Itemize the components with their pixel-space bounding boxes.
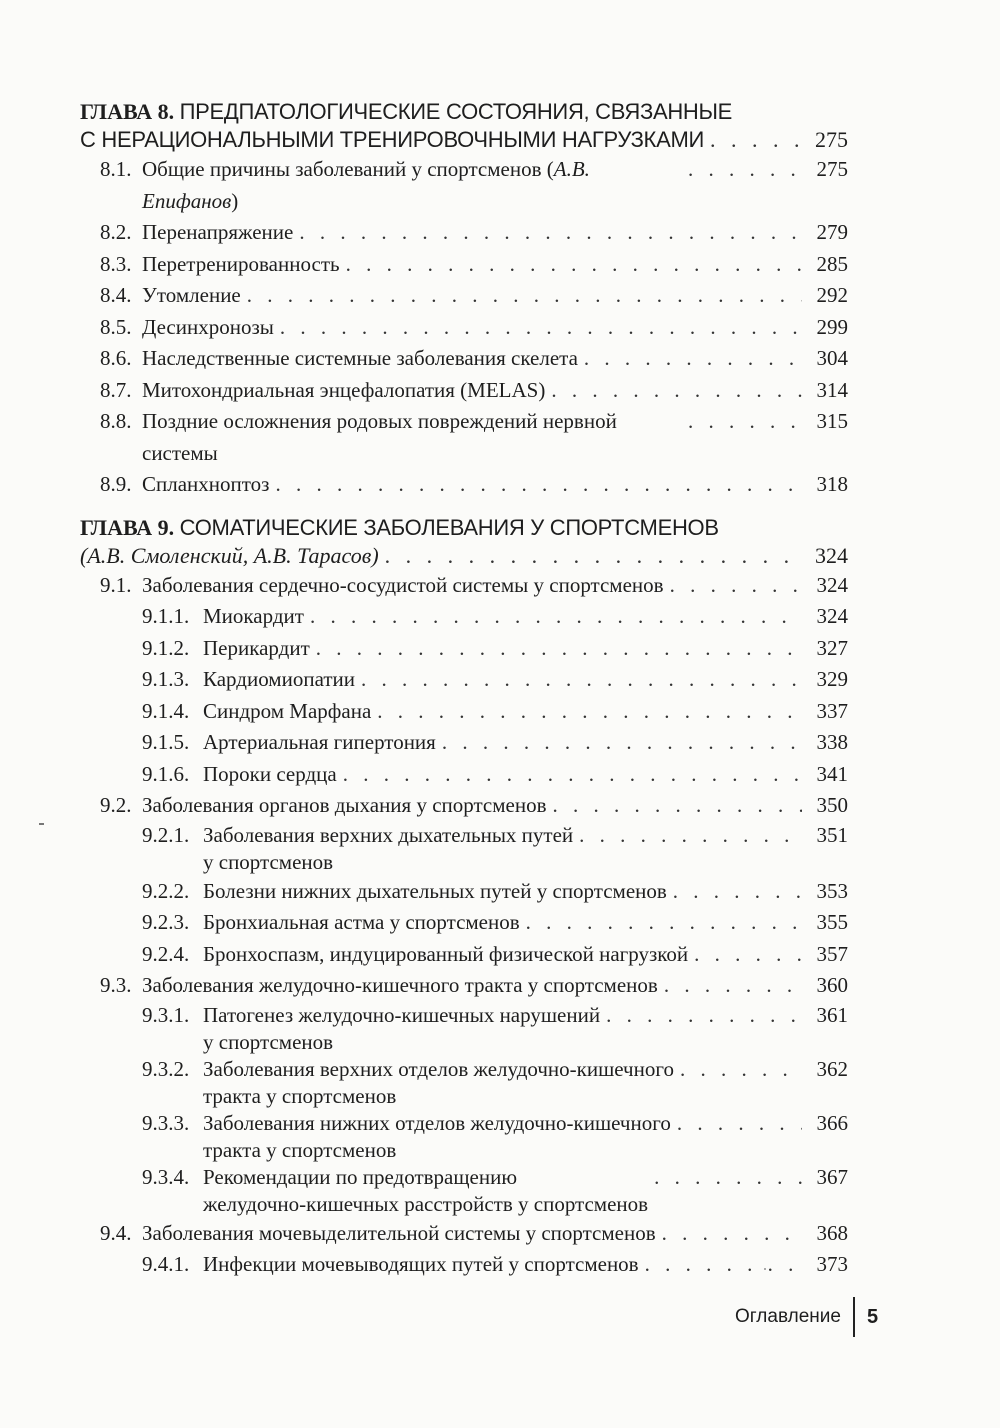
entry-title (142, 343, 578, 375)
entry-title (142, 312, 274, 344)
entry-title-line1: Рекомендации по предотвращению (203, 1164, 518, 1189)
entry-title-line2: у спортсменов (203, 849, 334, 874)
chapter-label: ГЛАВА 9. (80, 514, 175, 540)
toc-subsection-entry[interactable] (80, 1249, 848, 1281)
entry-title-text: Перикардит (203, 635, 310, 660)
dot-leader (310, 601, 802, 633)
chapter-heading[interactable] (80, 98, 848, 154)
entry-page-number: 327 (816, 635, 848, 660)
dot-leader (584, 343, 802, 375)
entry-title-text: Десинхронозы (142, 314, 274, 339)
entry-title-line1: Заболевания верхних дыхательных путей (203, 822, 574, 847)
entry-page-number: 329 (816, 667, 848, 691)
toc-subsection-entry[interactable] (80, 822, 848, 876)
entry-number: 8.1. (100, 157, 132, 181)
entry-author: А.В. Епифанов (142, 157, 590, 213)
entry-title (203, 1164, 648, 1218)
dot-leader (377, 696, 802, 728)
dot-leader (579, 822, 802, 849)
toc-section-entry[interactable] (80, 1218, 848, 1250)
entry-title-text: Болезни нижних дыхательных путей у спортсменов (203, 878, 667, 903)
chapter-title: ПРЕДПАТОЛОГИЧЕСКИЕ СОСТОЯНИЯ, СВЯЗАННЫЕ (179, 99, 733, 124)
entry-title (203, 876, 667, 908)
dot-leader (361, 664, 802, 696)
entry-page-number: 315 (816, 409, 848, 433)
entry-number: 8.9. (100, 472, 132, 496)
entry-title-text: Бронхиальная астма у спортсменов (203, 910, 520, 934)
entry-title-text: Общие причины заболеваний у спортсменов ( (142, 157, 554, 181)
entry-page-number: 367 (816, 1164, 848, 1189)
page-number: 5 (866, 1305, 879, 1328)
chapter-block (80, 514, 848, 1281)
chapter-title: СОМАТИЧЕСКИЕ ЗАБОЛЕВАНИЯ У СПОРТСМЕНОВ (179, 514, 719, 540)
dot-leader (688, 154, 802, 186)
entry-title-line2: тракта у спортсменов (203, 1137, 397, 1162)
dot-leader (664, 970, 802, 1002)
dot-leader (526, 907, 802, 939)
toc-section-entry[interactable] (80, 375, 848, 407)
entry-title (203, 822, 573, 876)
entry-number: 9.2.4. (142, 941, 190, 966)
chapter-block (80, 98, 848, 501)
entry-page-number: 360 (816, 973, 848, 997)
entry-page-number: 314 (816, 377, 848, 402)
entry-page-number: 362 (816, 1056, 848, 1081)
toc-section-entry[interactable] (80, 280, 848, 312)
entry-page-number: 366 (816, 1110, 848, 1135)
toc-subsection-entry[interactable] (80, 1110, 848, 1164)
print-speck (764, 1268, 766, 1270)
toc-subsection-entry[interactable] (80, 664, 848, 696)
entry-number: 8.6. (100, 346, 132, 370)
dot-leader (385, 542, 802, 570)
entry-title-text: Спланхноптоз (142, 472, 270, 496)
toc-subsection-entry[interactable] (80, 696, 848, 728)
toc-subsection-entry[interactable] (80, 601, 848, 633)
toc-section-entry[interactable] (80, 570, 848, 602)
entry-title (142, 280, 241, 312)
dot-leader (343, 759, 802, 791)
entry-number: 8.5. (100, 314, 132, 339)
entry-number: 8.7. (100, 377, 132, 402)
entry-title-text: Миокардит (203, 604, 304, 628)
entry-page-number: 341 (816, 761, 848, 786)
entry-title (142, 375, 545, 407)
dot-leader (606, 1002, 802, 1029)
entry-page-number: 318 (816, 472, 848, 496)
entry-page-number: 357 (816, 941, 848, 966)
entry-page-number: 279 (816, 220, 848, 244)
entry-title-line1: Заболевания нижних отделов желудочно-кишечного (203, 1110, 671, 1135)
dot-leader (688, 406, 802, 438)
entry-page-number: 373 (816, 1252, 848, 1276)
entry-title (142, 970, 658, 1002)
toc-section-entry[interactable] (80, 790, 848, 822)
entry-number: 9.1.6. (142, 761, 190, 786)
entry-title (203, 727, 436, 759)
entry-title (203, 939, 688, 971)
entry-title (203, 664, 355, 696)
chapter-title-line1 (80, 514, 848, 542)
entry-number: 9.1.5. (142, 730, 190, 754)
toc-section-entry[interactable] (80, 970, 848, 1002)
toc-subsection-entry[interactable] (80, 907, 848, 939)
table-of-contents (80, 98, 848, 1294)
entry-number: 9.3.2. (142, 1056, 190, 1081)
footer-divider (853, 1297, 855, 1337)
toc-section-entry[interactable] (80, 217, 848, 249)
entry-title-text: Поздние осложнения родовых повреждений нервной системы (142, 409, 617, 465)
entry-title-text: Кардиомиопатии (203, 667, 355, 691)
entry-title (203, 1110, 671, 1164)
entry-page-number: 353 (816, 878, 848, 903)
entry-title (142, 154, 682, 217)
entry-title (203, 601, 304, 633)
entry-number: 9.3.4. (142, 1164, 190, 1189)
entry-title (203, 1249, 639, 1281)
dot-leader (551, 375, 802, 407)
toc-subsection-entry[interactable] (80, 633, 848, 665)
entry-number: 9.3.1. (142, 1002, 190, 1027)
entry-number: 9.1.1. (142, 604, 190, 628)
toc-section-entry[interactable] (80, 154, 848, 217)
chapter-authors: (А.В. Смоленский, А.В. Тарасов) (80, 542, 379, 568)
entry-number: 9.1. (100, 572, 132, 597)
entry-number: 9.2.3. (142, 910, 190, 934)
entry-title (142, 790, 547, 822)
entry-title-line2: желудочно-кишечных расстройств у спортсменов (203, 1191, 649, 1216)
entry-page-number: 292 (816, 283, 848, 307)
dot-leader (710, 126, 802, 154)
entry-number: 9.2.2. (142, 878, 190, 903)
entry-title-close: ) (231, 188, 239, 213)
entry-title (203, 907, 520, 939)
toc-subsection-entry[interactable] (80, 939, 848, 971)
entry-number: 9.3.3. (142, 1110, 190, 1135)
entry-number: 9.1.3. (142, 667, 190, 691)
entry-page-number: 368 (816, 1220, 848, 1245)
dot-leader (553, 790, 802, 822)
dot-leader (654, 1164, 802, 1191)
chapter-title-continued: С НЕРАЦИОНАЛЬНЫМИ ТРЕНИРОВОЧНЫМИ НАГРУЗКАМИ (80, 127, 704, 152)
entry-number: 9.2.1. (142, 822, 190, 847)
chapter-label: ГЛАВА 8. (80, 99, 175, 124)
entry-number: 8.2. (100, 220, 132, 244)
entry-page-number: 299 (816, 314, 848, 339)
page-footer (735, 1297, 878, 1337)
entry-number: 9.2. (100, 793, 132, 817)
print-speck (39, 823, 44, 825)
entry-title-line1: Заболевания верхних отделов желудочно-кишечного (203, 1056, 674, 1081)
entry-title-line2: тракта у спортсменов (203, 1083, 397, 1108)
entry-title-text: Перетренированность (142, 251, 340, 276)
entry-title (203, 696, 371, 728)
dot-leader (275, 469, 802, 501)
chapter-heading[interactable] (80, 514, 848, 570)
entry-title (142, 249, 340, 281)
dot-leader (346, 249, 802, 281)
entry-page-number: 275 (816, 157, 848, 181)
entry-title-text: Утомление (142, 283, 241, 307)
dot-leader (673, 876, 802, 908)
entry-title (203, 633, 310, 665)
entry-page-number: 304 (816, 346, 848, 370)
entry-title (142, 469, 269, 501)
toc-subsection-entry[interactable] (80, 759, 848, 791)
entry-title-text: Наследственные системные заболевания скелета (142, 346, 578, 370)
toc-section-entry[interactable] (80, 343, 848, 375)
entry-title-text: Заболевания желудочно-кишечного тракта у спортсменов (142, 973, 658, 997)
entry-page-number: 355 (816, 910, 848, 934)
dot-leader (670, 570, 802, 602)
entry-page-number: 361 (816, 1002, 848, 1027)
dot-leader (677, 1110, 802, 1137)
entry-title-text: Инфекции мочевыводящих путей у спортсменов (203, 1252, 639, 1276)
entry-number: 9.3. (100, 973, 132, 997)
toc-subsection-entry[interactable] (80, 1056, 848, 1110)
entry-title (203, 759, 337, 791)
toc-subsection-entry[interactable] (80, 1002, 848, 1056)
entry-page-number: 337 (816, 698, 848, 723)
dot-leader (680, 1056, 802, 1083)
entry-number: 9.4. (100, 1220, 132, 1245)
toc-subsection-entry[interactable] (80, 727, 848, 759)
chapter-authors-line (80, 542, 848, 570)
dot-leader (662, 1218, 802, 1250)
dot-leader (694, 939, 802, 971)
entry-page-number: 351 (816, 822, 848, 847)
chapter-page-number: 324 (815, 542, 848, 568)
dot-leader (442, 727, 802, 759)
entry-title (203, 1056, 674, 1110)
entry-title-text: Синдром Марфана (203, 698, 372, 723)
entry-title-text: Митохондриальная энцефалопатия (MELAS) (142, 377, 546, 402)
entry-title (203, 1002, 600, 1056)
entry-page-number: 338 (816, 730, 848, 754)
dot-leader (316, 633, 802, 665)
entry-title-text: Заболевания мочевыделительной системы у спортсменов (142, 1220, 656, 1245)
entry-title (142, 570, 664, 602)
toc-section-entry[interactable] (80, 312, 848, 344)
entry-title-line1: Патогенез желудочно-кишечных нарушений (203, 1002, 601, 1027)
chapter-title-line2 (80, 126, 848, 154)
entry-title-text: Бронхоспазм, индуцированный физической нагрузкой (203, 941, 689, 966)
dot-leader (299, 217, 802, 249)
entry-number: 9.4.1. (142, 1252, 190, 1276)
entry-page-number: 324 (816, 572, 848, 597)
toc-subsection-entry[interactable] (80, 1164, 848, 1218)
toc-section-entry[interactable] (80, 249, 848, 281)
dot-leader (645, 1249, 802, 1281)
entry-title-text: Перенапряжение (142, 220, 294, 244)
dot-leader (247, 280, 802, 312)
entry-page-number: 350 (816, 793, 848, 817)
entry-page-number: 324 (816, 604, 848, 628)
chapter-page-number: 275 (815, 127, 848, 152)
entry-title-text: Артериальная гипертония (203, 730, 436, 754)
entry-title-text: Заболевания сердечно-сосудистой системы у спортсменов (142, 572, 664, 597)
toc-section-entry[interactable] (80, 469, 848, 501)
entry-title-line2: у спортсменов (203, 1029, 334, 1054)
toc-subsection-entry[interactable] (80, 876, 848, 908)
entry-number: 8.8. (100, 409, 132, 433)
entry-title-text: Пороки сердца (203, 761, 337, 786)
entry-number: 8.4. (100, 283, 132, 307)
entry-page-number: 285 (816, 251, 848, 276)
entry-number: 9.1.2. (142, 635, 190, 660)
toc-section-entry[interactable] (80, 406, 848, 469)
entry-title (142, 217, 293, 249)
entry-number: 8.3. (100, 251, 132, 276)
entry-title-text: Заболевания органов дыхания у спортсменов (142, 793, 547, 817)
dot-leader (280, 312, 802, 344)
footer-section-label: Оглавление (735, 1306, 841, 1327)
entry-number: 9.1.4. (142, 698, 190, 723)
chapter-title-line1 (80, 98, 848, 126)
entry-title (142, 406, 682, 469)
entry-title (142, 1218, 656, 1250)
